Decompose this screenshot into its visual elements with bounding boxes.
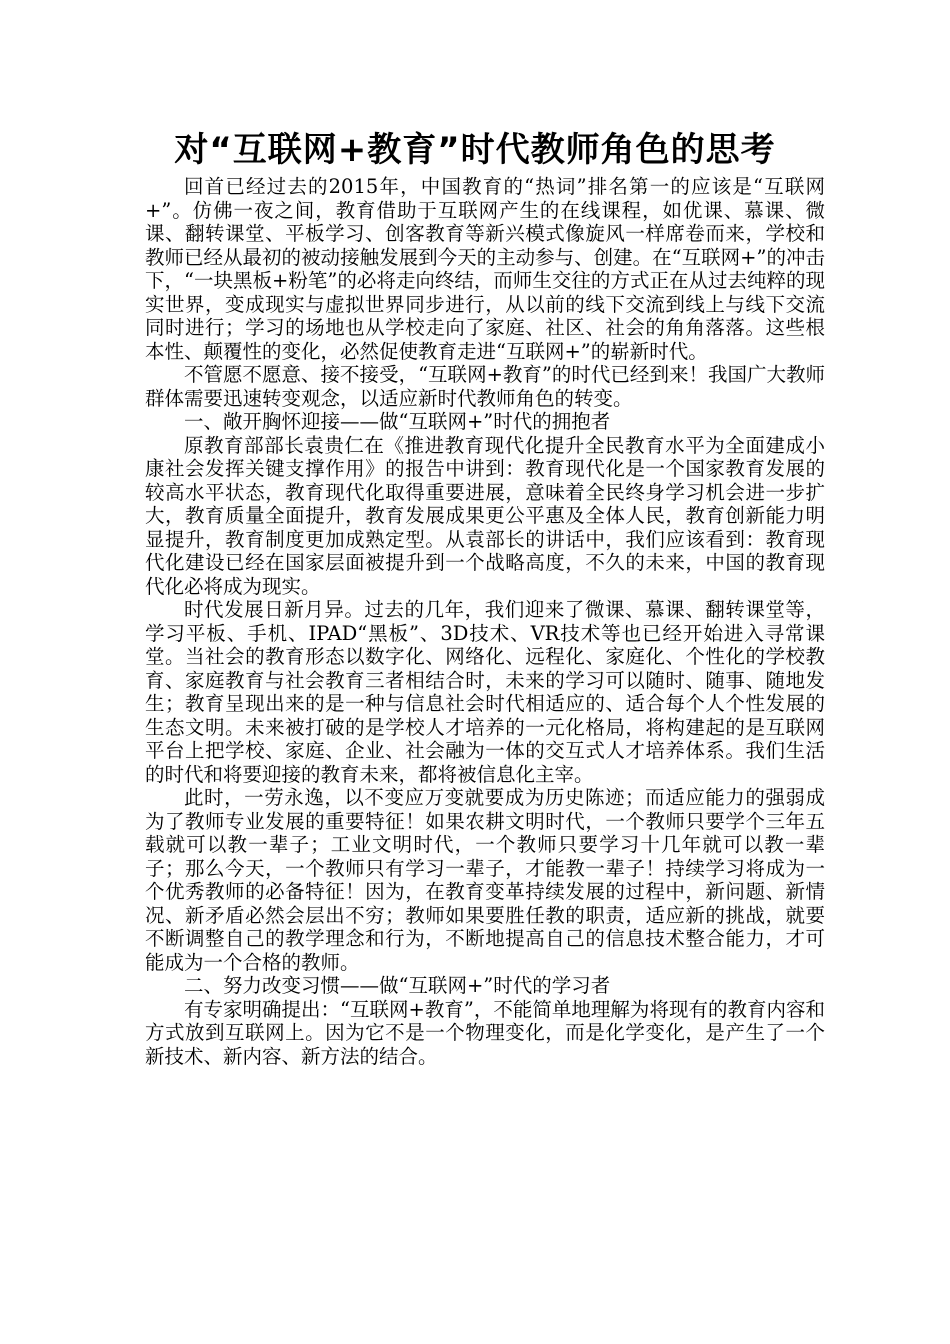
paragraph-intro: 回首已经过去的2015年，中国教育的“热词”排名第一的应该是“互联网+”。仿佛一夜之间，教育借助于互联网产生的在线课程，如优课、慕课、微课、翻转课堂、平板学习、创客教育等新兴模式像旋风一样席卷而来，学校和教师已经从最初的被动接触发展到今天的主动参与、创建。在“互联网+”的冲击下，“一块黑板+粉笔”的必将走向终结，而师生交往的方式正在从过去纯粹的现实世界，变成现实与虚拟世界同步进行，从以前的线下交流到线上与线下交流同时进行；学习的场地也从学校走向了家庭、社区、社会的角角落落。这些根本性、颠覆性的变化，必然促使教育走进“互联网+”的崭新时代。	[145, 175, 825, 363]
paragraph-era-arrived: 不管愿不愿意、接不接受，“互联网+教育”的时代已经到来！我国广大教师群体需要迅速转变观念，以适应新时代教师角色的转变。	[145, 363, 825, 410]
paragraph-expert-view: 有专家明确提出：“互联网+教育”，不能简单地理解为将现有的教育内容和方式放到互联网上。因为它不是一个物理变化，而是化学变化，是产生了一个新技术、新内容、新方法的结合。	[145, 997, 825, 1068]
paragraph-times-change: 时代发展日新月异。过去的几年，我们迎来了微课、慕课、翻转课堂等，学习平板、手机、IPAD“黑板”、3D技术、VR技术等也已经开始进入寻常课堂。当社会的教育形态以数字化、网络化、远程化、家庭化、个性化的学校教育、家庭教育与社会教育三者相结合时，未来的学习可以随时、随事、随地发生；教育呈现出来的是一种与信息社会时代相适应的、适合每个人个性发展的生态文明。未来被打破的是学校人才培养的一元化格局，将构建起的是互联网平台上把学校、家庭、企业、社会融为一体的交互式人才培养体系。我们生活的时代和将要迎接的教育未来，都将被信息化主宰。	[145, 598, 825, 786]
document-title: 对“互联网+教育”时代教师角色的思考	[174, 130, 776, 170]
document-body	[145, 175, 825, 1068]
section-heading-1: 一、敞开胸怀迎接——做“互联网+”时代的拥抱者	[184, 410, 611, 433]
section-heading-2: 二、努力改变习惯——做“互联网+”时代的学习者	[184, 974, 611, 997]
paragraph-lifelong-learning: 此时，一劳永逸，以不变应万变就要成为历史陈迹；而适应能力的强弱成为了教师专业发展的重要特征！如果农耕文明时代，一个教师只要学个三年五载就可以教一辈子；工业文明时代，一个教师只要学习十几年就可以教一辈子；那么今天，一个教师只有学习一辈子，才能教一辈子！持续学习将成为一个优秀教师的必备特征！因为，在教育变革持续发展的过程中，新问题、新情况、新矛盾必然会层出不穷；教师如果要胜任教的职责，适应新的挑战，就要不断调整自己的教学理念和行为，不断地提高自己的信息技术整合能力，才可能成为一个合格的教师。	[145, 786, 825, 974]
paragraph-minister-report: 原教育部部长袁贵仁在《推进教育现代化提升全民教育水平为全面建成小康社会发挥关键支撑作用》的报告中讲到：教育现代化是一个国家教育发展的较高水平状态，教育现代化取得重要进展，意味着全民终身学习机会进一步扩大，教育质量全面提升，教育发展成果更公平惠及全体人民，教育创新能力明显提升，教育制度更加成熟定型。从袁部长的讲话中，我们应该看到：教育现代化建设已经在国家层面被提升到一个战略高度，不久的未来，中国的教育现代化必将成为现实。	[145, 433, 825, 598]
